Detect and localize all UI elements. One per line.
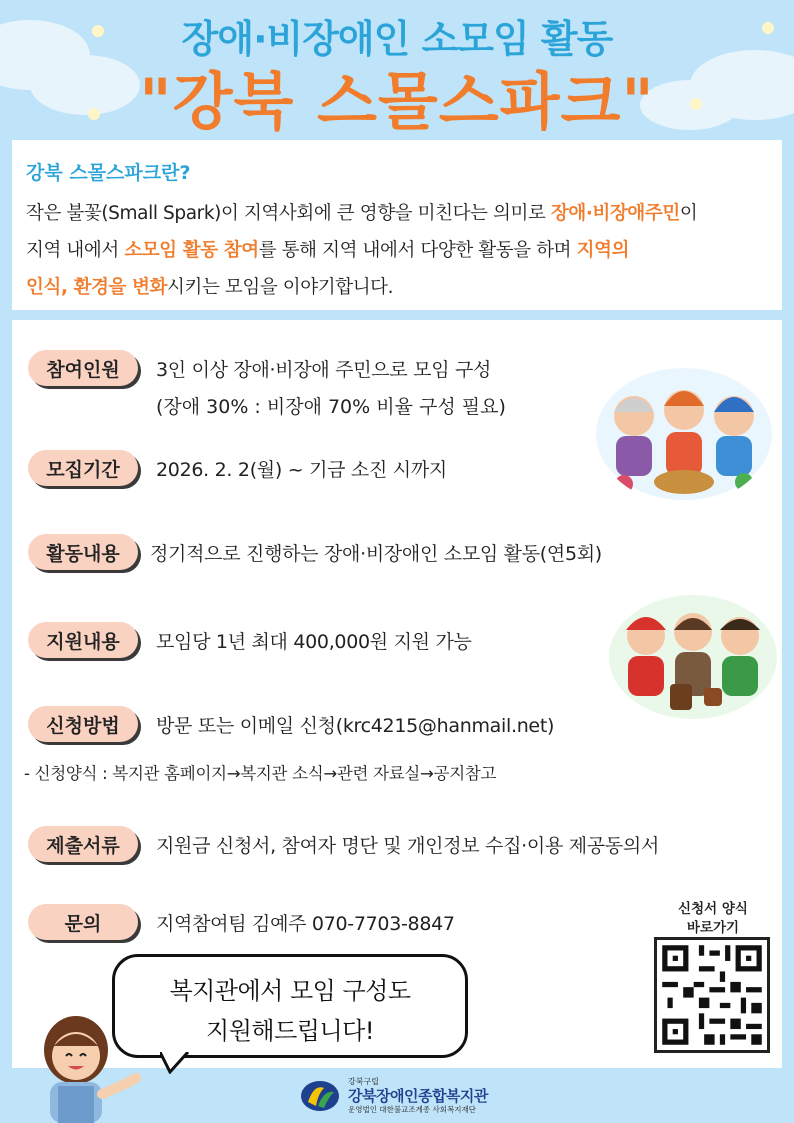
apply-note: - 신청양식 : 복지관 홈페이지→복지관 소식→관련 자료실→공지참고 <box>24 764 497 783</box>
intro-box <box>12 140 782 310</box>
girl-mascot-illustration <box>28 1010 144 1123</box>
bubble-tail-icon <box>160 1052 200 1074</box>
intro-text: 시키는 모임을 이야기합니다. <box>167 277 394 298</box>
intro-text: 지역 내에서 <box>26 240 125 261</box>
footer-logo <box>300 1076 520 1116</box>
item-label: 신청방법 <box>28 706 138 742</box>
knitting-group-illustration <box>594 354 774 504</box>
item-label: 제출서류 <box>28 826 138 862</box>
item-support <box>28 622 472 658</box>
intro-text: 를 통해 지역 내에서 다양한 활동을 하며 <box>258 240 577 261</box>
item-participants <box>28 350 491 386</box>
qr-label-line: 신청서 양식 <box>678 901 748 917</box>
item-documents <box>28 826 659 862</box>
item-contact <box>28 904 455 940</box>
intro-text: 이 <box>679 203 698 224</box>
coffee-group-illustration <box>608 592 778 722</box>
bubble-line: 지원해드립니다! <box>206 1017 374 1045</box>
intro-text: 작은 불꽃(Small Spark)이 지역사회에 큰 영향을 미친다는 의미로 <box>26 203 551 224</box>
welfare-center-logo-icon <box>300 1078 340 1112</box>
header-title: "강북 스몰스파크" <box>139 65 655 138</box>
item-label: 지원내용 <box>28 622 138 658</box>
item-value: 2026. 2. 2(월) ~ 기금 소진 시까지 <box>156 458 447 481</box>
item-value-sub: (장애 30% : 비장애 70% 비율 구성 필요) <box>156 396 506 418</box>
item-value: 모임당 1년 최대 400,000원 지원 가능 <box>156 630 472 653</box>
footer-operator: 운영법인 대한불교조계종 사회복지재단 <box>348 1105 476 1114</box>
intro-body <box>26 195 768 306</box>
item-value: 3인 이상 장애·비장애 주민으로 모임 구성 <box>156 358 492 381</box>
intro-highlight: 지역의 <box>576 240 630 261</box>
item-apply <box>28 706 554 742</box>
bubble-line: 복지관에서 모임 구성도 <box>169 977 411 1005</box>
intro-highlight: 소모임 활동 참여 <box>124 240 259 261</box>
item-value: 지원금 신청서, 참여자 명단 및 개인정보 수집·이용 제공동의서 <box>156 834 660 857</box>
item-label: 모집기간 <box>28 450 138 486</box>
item-activity <box>28 534 602 570</box>
item-period <box>28 450 447 486</box>
item-label: 문의 <box>28 904 138 940</box>
header-subtitle: 장애·비장애인 소모임 활동 <box>181 17 613 61</box>
item-label: 참여인원 <box>28 350 138 386</box>
intro-highlight: 장애·비장애주민 <box>550 203 680 224</box>
qr-code-icon[interactable] <box>654 937 770 1053</box>
qr-label-line: 바로가기 <box>686 920 740 936</box>
item-value: 방문 또는 이메일 신청(krc4215@hanmail.net) <box>156 714 555 737</box>
item-label: 활동내용 <box>28 534 138 570</box>
footer-small: 강북구립 <box>348 1077 379 1086</box>
footer-name: 강북장애인종합복지관 <box>348 1087 488 1105</box>
intro-highlight: 인식, 환경을 변화 <box>26 277 168 298</box>
speech-bubble <box>112 954 468 1058</box>
item-value: 정기적으로 진행하는 장애·비장애인 소모임 활동(연5회) <box>150 542 602 565</box>
qr-label <box>648 900 778 938</box>
item-value: 지역참여팀 김예주 070-7703-8847 <box>156 912 455 935</box>
intro-title: 강북 스몰스파크란? <box>26 162 191 184</box>
